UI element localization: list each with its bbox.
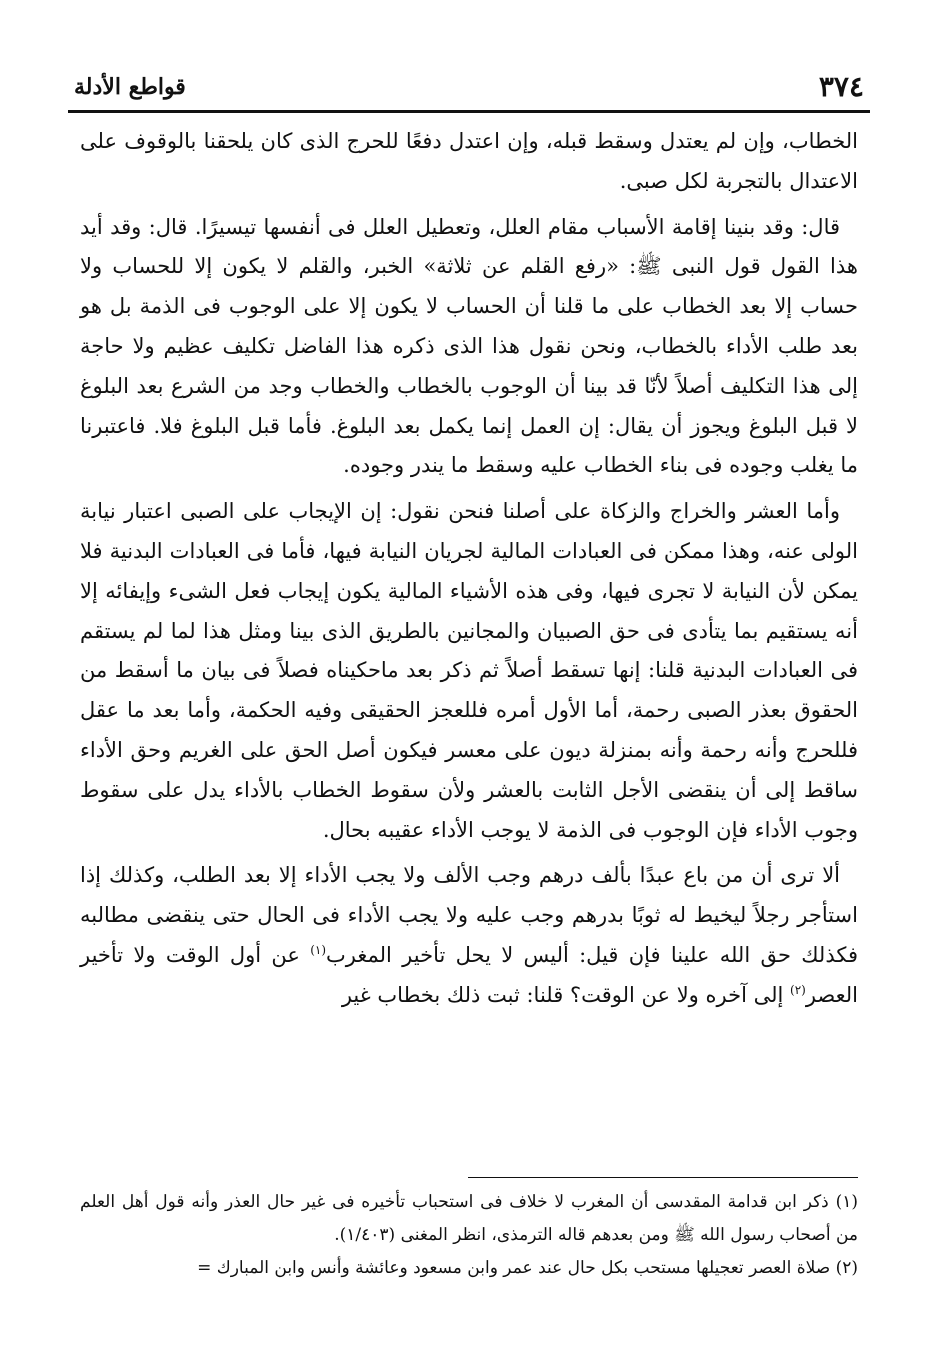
paragraph: الخطاب، وإن لم يعتدل وسقط قبله، وإن اعتدل دفعًا للحرج الذى كان يلحقنا بالوقوف على الاعتدال بالتجربة لكل صبى. bbox=[80, 129, 858, 193]
book-title: قواطع الأدلة bbox=[74, 74, 186, 100]
footnote-rule bbox=[468, 1177, 858, 1178]
text-run: إلى آخره ولا عن الوقت؟ قلنا: ثبت ذلك بخطاب غير bbox=[341, 982, 790, 1007]
footnotes bbox=[80, 1186, 858, 1285]
text-run: عن أول الوقت ولا تأخير العصر bbox=[80, 942, 858, 1007]
page-header bbox=[68, 68, 870, 108]
paragraph: وأما العشر والخراج والزكاة على أصلنا فنحن نقول: إن الإيجاب على الصبى اعتبار نيابة الولى عنه، وهذا ممكن فى العبادات المالية لجريان النيابة فيها، فأما فى العبادات البدنية فلا يمكن لأن النيابة لا تجرى فيها، وفى هذه الأشياء المالية يكون إيجاب فعل الشىء وإيفائه إلا أنه يستقيم بما يتأدى فى حق الصبيان والمجانين بالطريق الذى بينا ومثل هذا لما لم يستقم فى العبادات البدنية قلنا: إنها تسقط أصلاً ثم ذكر بعد ماحكيناه فصلاً فى بيان ما أسقط من الحقوق بعذر الصبى رحمة، أما الأول أمره فللعجز الحقيقى وفيه الحكمة، وأما بعد ما عقل فللحرج وأنه رحمة وأنه بمنزلة ديون على معسر فيكون أصل الحق على الغريم وحق الأداء ساقط إلى أن ينقضى الأجل الثابت بالعشر ولأن سقوط الخطاب بالأداء يدل على سقوط وجوب الأداء فإن الوجوب فى الذمة لا يوجب الأداء عقيبه بحال. bbox=[80, 499, 858, 842]
main-text bbox=[80, 122, 858, 1022]
text-run: ألا ترى أن من باع عبدًا بألف درهم وجب الألف ولا يجب الأداء إلا بعد الطلب، وكذلك إذا استأجر رجلاً ليخيط له ثوبًا بدرهم وجب عليه ولا يجب الأداء فى الحال حتى ينقضى مطالبه فكذلك حق الله علينا فإن قيل: أليس لا يحل تأخير المغرب bbox=[80, 863, 858, 967]
page-number: ٣٧٤ bbox=[818, 70, 864, 103]
header-rule bbox=[68, 110, 870, 113]
footnote-ref-1[interactable]: (١) bbox=[310, 942, 327, 957]
footnote-1: (١) ذكر ابن قدامة المقدسى أن المغرب لا خلاف فى استحباب تأخيره فى غير حال العذر وأنه قول أهل العلم من أصحاب رسول الله ﷺ ومن بعدهم قاله الترمذى، انظر المغنى (١/٤٠٣). bbox=[80, 1192, 858, 1245]
footnote-ref-2[interactable]: (٢) bbox=[790, 982, 806, 997]
paragraph: قال: وقد بنينا إقامة الأسباب مقام العلل، وتعطيل العلل فى أنفسها تيسيرًا. قال: وقد أيد هذا القول قول النبى ﷺ: «رفع القلم عن ثلاثة» الخبر، والقلم لا يكون إلا للحساب ولا حساب إلا بعد الخطاب على ما قلنا أن الحساب لا يكون إلا على الوجوب فى الذمة بل هو بعد طلب الأداء بالخطاب، ونحن نقول هذا الذى ذكره هذا الفاضل تكليف عظيم ولا حاجة إلى هذا التكليف أصلاً لأنّا قد بينا أن الوجوب بالخطاب والخطاب وجد من الشرع بعد البلوغ لا قبل البلوغ ويجوز أن يقال: إن العمل إنما يكمل بعد البلوغ. فأما قبل البلوغ فلا. فاعتبرنا ما يغلب وجوده فى بناء الخطاب عليه وسقط ما يندر وجوده. bbox=[80, 214, 858, 478]
paragraph-last bbox=[80, 856, 858, 1015]
footnote-2: (٢) صلاة العصر تعجيلها مستحب بكل حال عند عمر وابن مسعود وعائشة وأنس وابن المبارك = bbox=[197, 1258, 858, 1278]
